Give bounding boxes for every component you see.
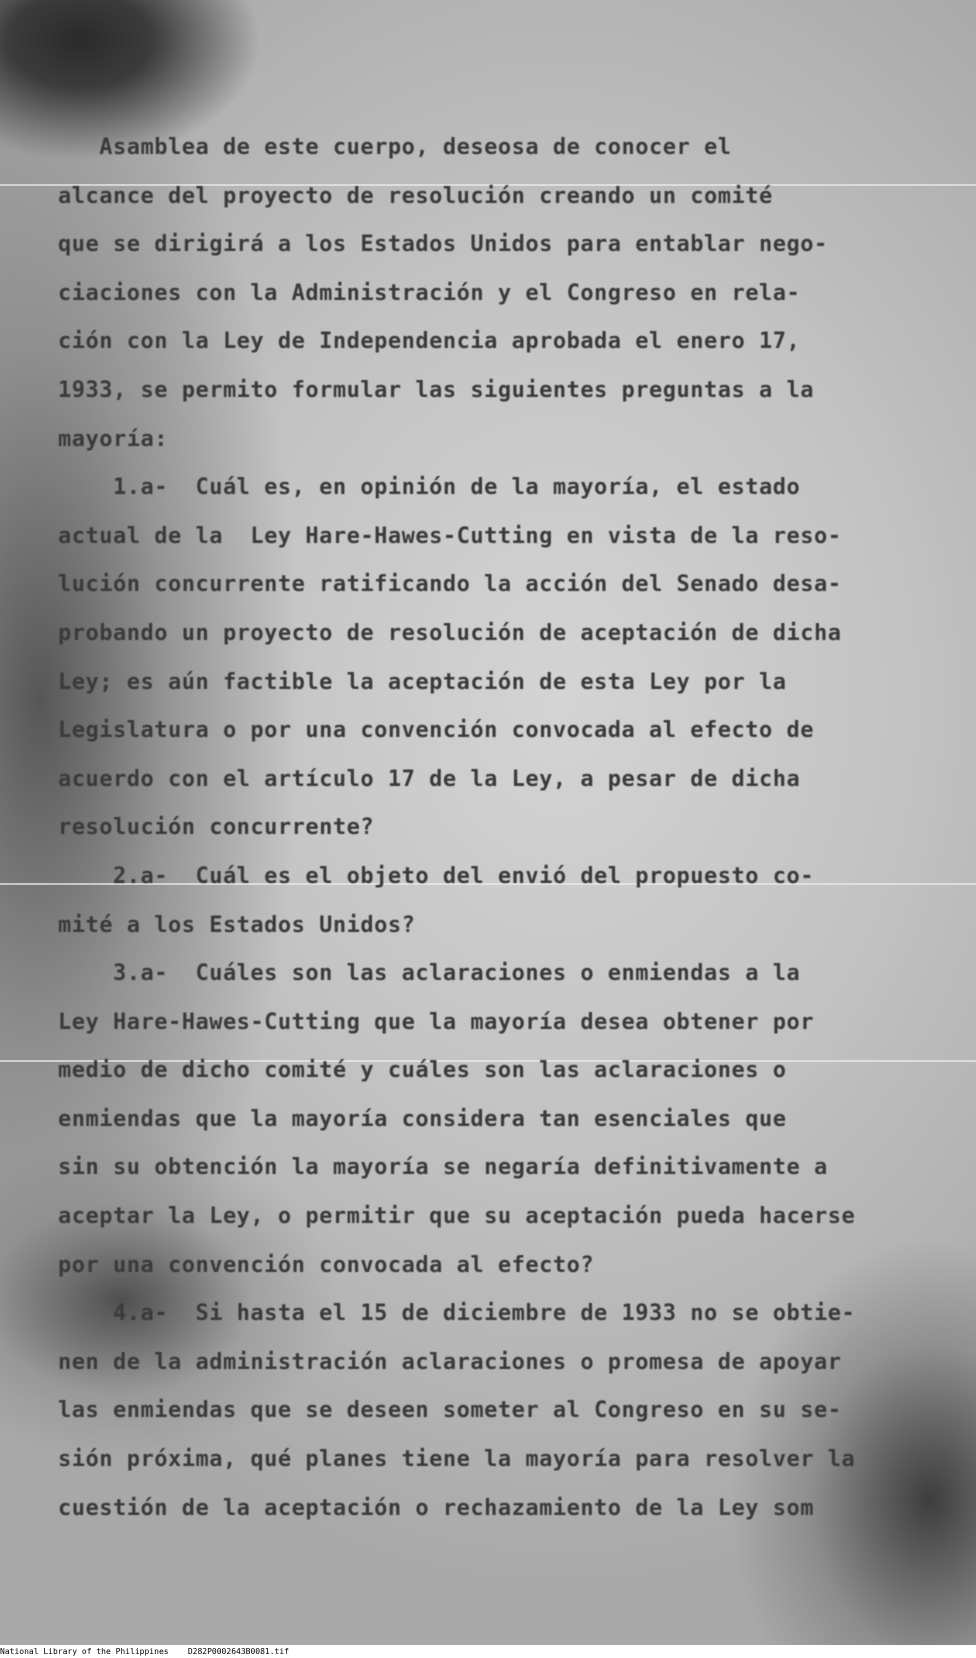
text-line: actual de la Ley Hare-Hawes-Cutting en vista de la reso- [58,523,842,549]
text-line: Legislatura o por una convención convocada al efecto de [58,718,814,744]
text-line: alcance del proyecto de resolución creando un comité [58,183,773,209]
text-line: Ley Hare-Hawes-Cutting que la mayoría desea obtener por [58,1009,814,1035]
text-line: sin su obtención la mayoría se negaría definitivamente a [58,1155,828,1181]
text-line: resolución concurrente? [58,815,375,841]
text-line: lución concurrente ratificando la acción del Senado desa- [58,572,842,598]
text-line: las enmiendas que se deseen someter al Congreso en su se- [58,1398,842,1424]
text-line: aceptar la Ley, o permitir que su aceptación pueda hacerse [58,1204,856,1230]
text-line: 3.a- Cuáles son las aclaraciones o enmiendas a la [58,961,801,987]
text-line: 2.a- Cuál es el objeto del envió del propuesto co- [58,863,814,889]
text-line: acuerdo con el artículo 17 de la Ley, a pesar de dicha [58,766,801,792]
text-line: ción con la Ley de Independencia aprobada el enero 17, [58,329,801,355]
text-line: Ley; es aún factible la aceptación de esta Ley por la [58,669,787,695]
text-line: por una convención convocada al efecto? [58,1252,595,1278]
text-line: que se dirigirá a los Estados Unidos para entablar nego- [58,232,828,258]
institution-label: National Library of the Philippines [0,1647,169,1656]
text-line: mayoría: [58,426,168,452]
file-id-label: D282P0002643B0081.tif [187,1647,289,1656]
text-line: mité a los Estados Unidos? [58,912,416,938]
typewritten-text [58,124,918,1533]
text-line: cuestión de la aceptación o rechazamiento de la Ley som [58,1495,814,1521]
text-line: sión próxima, qué planes tiene la mayoría para resolver la [58,1447,856,1473]
text-line: 1933, se permito formular las siguientes preguntas a la [58,377,814,403]
text-line: enmiendas que la mayoría considera tan esenciales que [58,1106,787,1132]
text-line: ciaciones con la Administración y el Congreso en rela- [58,280,801,306]
text-line: probando un proyecto de resolución de aceptación de dicha [58,620,842,646]
text-line: 4.a- Si hasta el 15 de diciembre de 1933 no se obtie- [58,1301,856,1327]
text-line: 1.a- Cuál es, en opinión de la mayoría, el estado [58,475,801,501]
text-line: medio de dicho comité y cuáles son las aclaraciones o [58,1058,787,1084]
scan-footer [0,1645,976,1658]
text-line: Asamblea de este cuerpo, deseosa de conocer el [58,135,732,160]
text-line: nen de la administración aclaraciones o promesa de apoyar [58,1349,842,1375]
